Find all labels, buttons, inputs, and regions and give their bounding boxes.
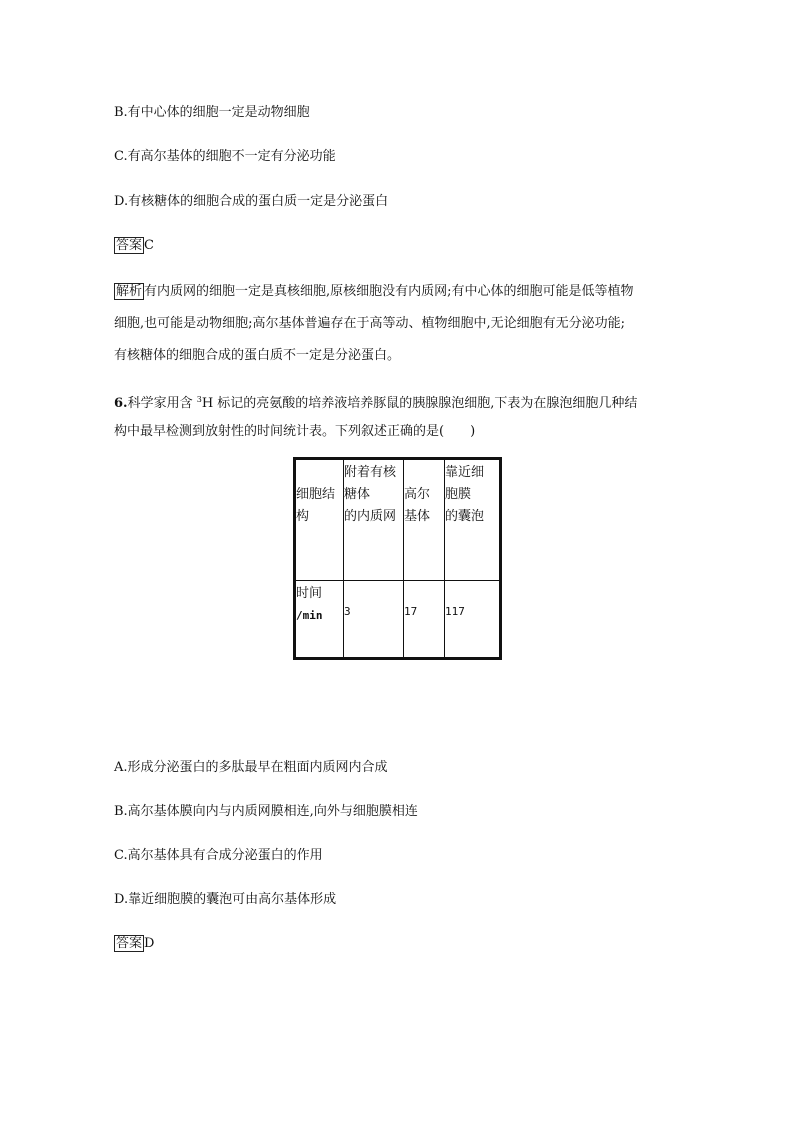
analysis-line-3: 有核糖体的细胞合成的蛋白质不一定是分泌蛋白。 <box>114 348 401 363</box>
table-time-row <box>295 581 501 659</box>
table-header-row <box>295 459 501 581</box>
isotope-mass: 3 <box>196 395 202 404</box>
time-value-er-text: 3 <box>344 605 351 618</box>
answer-value-q6: D <box>144 936 155 951</box>
option-b: B.高尔基体膜向内与内质网膜相连,向外与细胞膜相连 <box>114 804 418 819</box>
header-er-line-1: 附着有核 <box>344 465 397 480</box>
answer-q6 <box>114 935 154 953</box>
option-c: C.高尔基体具有合成分泌蛋白的作用 <box>114 848 323 863</box>
analysis-line-2: 细胞,也可能是动物细胞;高尔基体普遍存在于高等动、植物细胞中,无论细胞有无分泌功能; <box>114 316 626 331</box>
option-d-prev: D.有核糖体的细胞合成的蛋白质一定是分泌蛋白 <box>114 194 389 209</box>
time-label-cell <box>295 581 344 659</box>
answer-label: 答案 <box>116 238 143 253</box>
question-number: 6. <box>114 396 128 411</box>
header-cell-er <box>344 459 404 581</box>
header-golgi-line-2: 基体 <box>404 509 431 524</box>
analysis-label: 解析 <box>116 284 143 299</box>
header-er-line-3: 的内质网 <box>344 509 397 524</box>
option-d: D.靠近细胞膜的囊泡可由高尔基体形成 <box>114 892 337 907</box>
question-6-stem <box>114 384 674 448</box>
header-structure-line-2: 构 <box>296 509 310 524</box>
analysis-line-1: 有内质网的细胞一定是真核细胞,原核细胞没有内质网;有中心体的细胞可能是低等植物 <box>144 284 634 299</box>
option-b-prev: B.有中心体的细胞一定是动物细胞 <box>114 105 310 120</box>
answer-prev <box>114 237 154 255</box>
option-c-prev: C.有高尔基体的细胞不一定有分泌功能 <box>114 149 336 164</box>
stem-part-1: 科学家用含 <box>127 396 197 411</box>
answer-value: C <box>144 238 154 253</box>
header-er-line-2: 糖体 <box>344 487 371 502</box>
time-label: 时间 <box>296 586 323 601</box>
header-cell-golgi <box>404 459 445 581</box>
header-structure-line-1: 细胞结 <box>296 487 336 502</box>
header-vesicle-line-3: 的囊泡 <box>445 509 485 524</box>
header-cell-vesicle <box>445 459 501 581</box>
time-value-vesicle-text: 117 <box>445 605 465 618</box>
time-value-vesicle <box>445 581 501 659</box>
stem-part-2: H 标记的亮氨酸的培养液培养豚鼠的胰腺腺泡细胞,下表为在腺泡细胞几种结 <box>201 396 638 411</box>
time-value-golgi <box>404 581 445 659</box>
time-table <box>293 457 502 660</box>
header-cell-structure <box>295 459 344 581</box>
header-vesicle-line-2: 胞膜 <box>445 487 472 502</box>
time-unit: /min <box>296 609 323 622</box>
header-vesicle-line-1: 靠近细 <box>445 465 485 480</box>
analysis-paragraph <box>114 276 674 372</box>
time-value-golgi-text: 17 <box>404 605 418 618</box>
stem-line-2: 构中最早检测到放射性的时间统计表。下列叙述正确的是( ) <box>114 424 476 439</box>
header-golgi-line-1: 高尔 <box>404 487 431 502</box>
option-a: A.形成分泌蛋白的多肽最早在粗面内质网内合成 <box>114 760 388 775</box>
time-value-er <box>344 581 404 659</box>
answer-label-q6: 答案 <box>116 936 143 951</box>
